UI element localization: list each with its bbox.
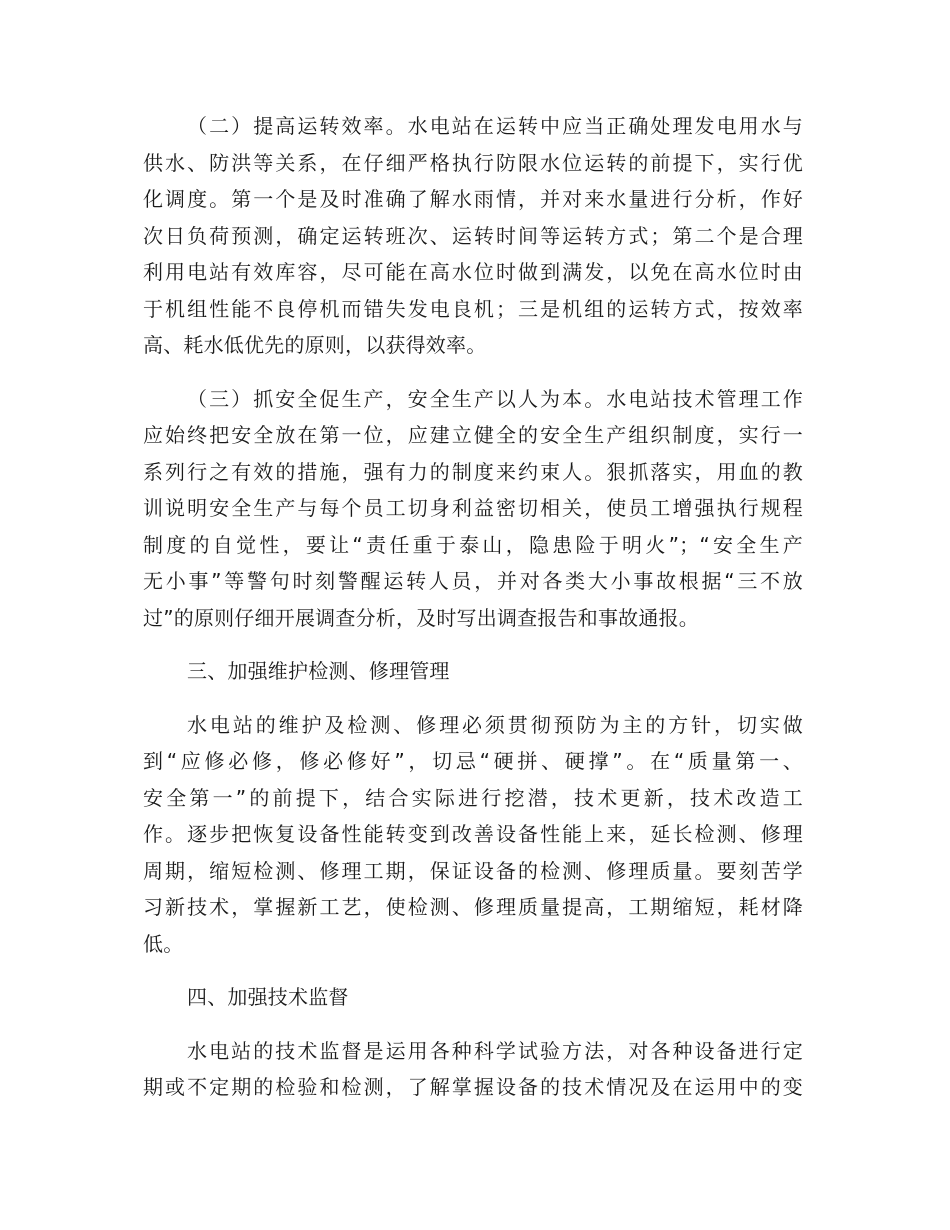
text-line: 过”的原则仔细开展调查分析，及时写出调查报告和事故通报。 xyxy=(143,605,699,630)
text-line: 水电站的维护及检测、修理必须贯彻预防为主的方针，切实做 xyxy=(187,712,803,737)
text-line: 制度的自觉性，要让“责任重于泰山，隐患险于明火”；“安全生产 xyxy=(143,532,803,557)
document-page xyxy=(143,108,803,1106)
text-line: 于机组性能不良停机而错失发电良机；三是机组的运转方式，按效率 xyxy=(143,296,803,321)
text-line: 高、耗水低优先的原则，以获得效率。 xyxy=(143,333,487,357)
text-line: 习新技术，掌握新工艺，使检测、修理质量提高，工期缩短，耗材降 xyxy=(143,895,803,919)
text-line: 低。 xyxy=(143,931,184,956)
text-line: 化调度。第一个是及时准确了解水雨情，并对来水量进行分析，作好 xyxy=(143,187,803,211)
text-line: 水电站的技术监督是运用各种科学试验方法，对各种设备进行定 xyxy=(187,1038,803,1063)
paragraph-supervision xyxy=(143,1033,803,1106)
text-line: 利用电站有效库容，尽可能在高水位时做到满发，以免在高水位时由 xyxy=(143,260,803,284)
paragraph-maintenance xyxy=(143,707,803,963)
text-line: 周期，缩短检测、修理工期，保证设备的检测、修理质量。要刻苦学 xyxy=(143,858,803,883)
text-line: （二）提高运转效率。水电站在运转中应当正确处理发电用水与 xyxy=(187,114,803,138)
text-line: 作。逐步把恢复设备性能转变到改善设备性能上来，延长检测、修理 xyxy=(143,822,803,846)
section-heading-maintenance: 三、加强维护检测、修理管理 xyxy=(187,659,450,683)
text-line: 训说明安全生产与每个员工切身利益密切相关，使员工增强执行规程 xyxy=(143,496,803,520)
text-line: 安全第一”的前提下，结合实际进行挖潜，技术更新，技术改造工 xyxy=(143,785,803,810)
text-line: 到“应修必修，修必修好”，切忌“硬拼、硬撑”。在“质量第一、 xyxy=(143,749,803,773)
text-line: 期或不定期的检验和检测，了解掌握设备的技术情况及在运用中的变 xyxy=(143,1075,803,1099)
text-line: 供水、防洪等关系，在仔细严格执行防限水位运转的前提下，实行优 xyxy=(143,150,803,175)
section-heading-supervision: 四、加强技术监督 xyxy=(187,985,349,1009)
text-line: 次日负荷预测，确定运转班次、运转时间等运转方式；第二个是合理 xyxy=(143,223,803,248)
text-line: 应始终把安全放在第一位，应建立健全的安全生产组织制度，实行一 xyxy=(143,423,803,447)
text-line: 系列行之有效的措施，强有力的制度来约束人。狠抓落实，用血的教 xyxy=(143,459,803,484)
text-line: （三）抓安全促生产，安全生产以人为本。水电站技术管理工作 xyxy=(187,386,803,411)
paragraph-safety xyxy=(143,381,803,637)
text-line: 无小事”等警句时刻警醒运转人员，并对各类大小事故根据“三不放 xyxy=(143,569,803,593)
paragraph-efficiency xyxy=(143,108,803,364)
